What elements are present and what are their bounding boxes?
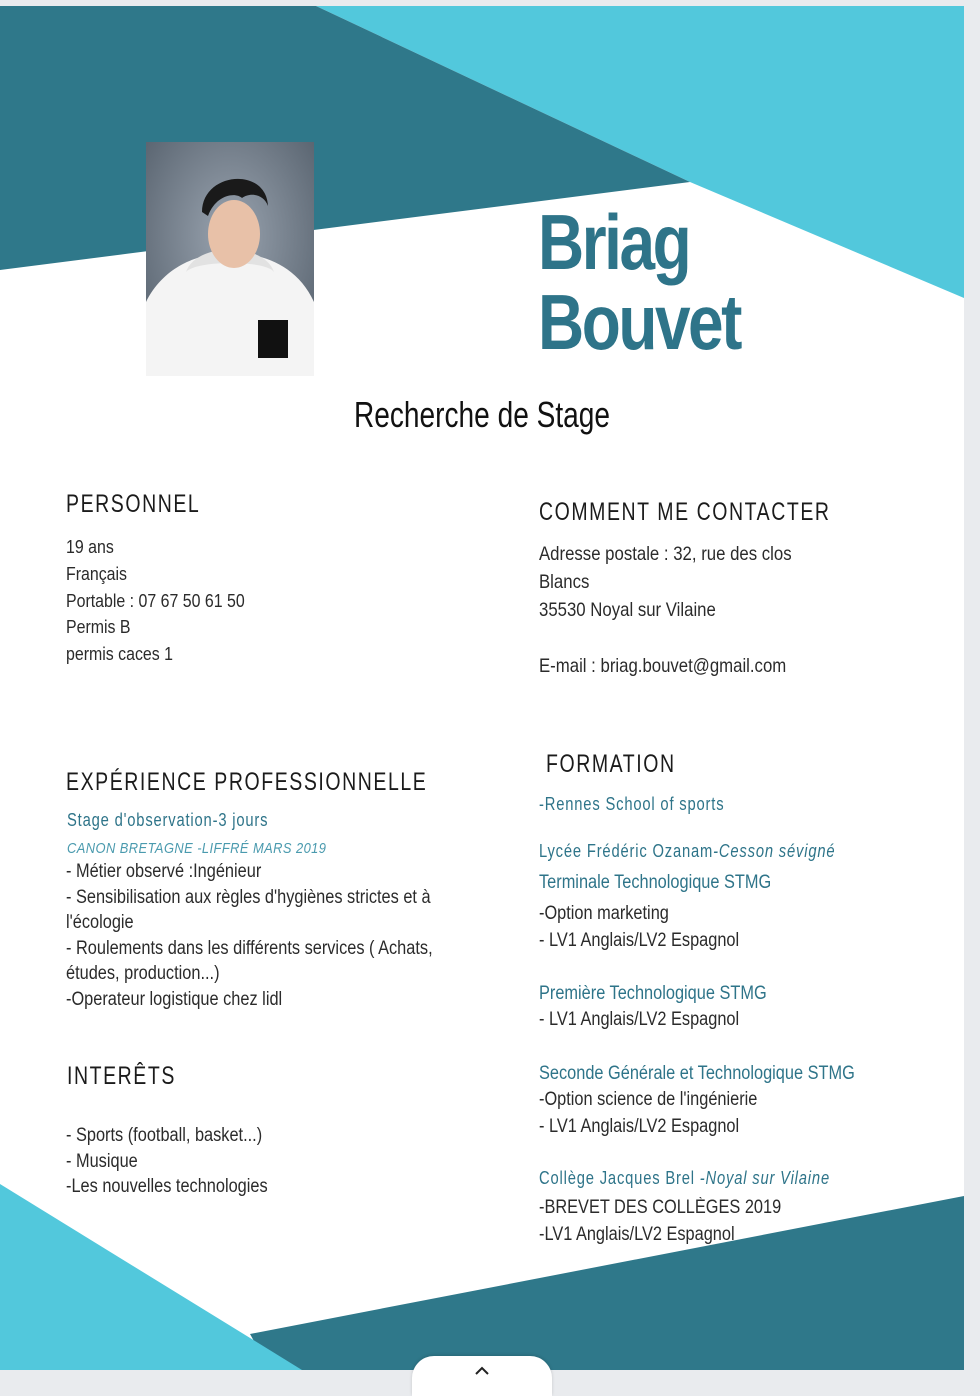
interets-list (66, 1123, 268, 1200)
terminale-title: Terminale Technologique STMG (539, 872, 772, 893)
personnel-line: permis caces 1 (66, 643, 173, 665)
last-name: Bouvet (538, 278, 741, 366)
personnel-line: 19 ans (66, 536, 114, 557)
premiere-line: - LV1 Anglais/LV2 Espagnol (539, 1009, 740, 1030)
experience-company: CANON BRETAGNE -LIFFRÉ MARS 2019 (67, 840, 327, 857)
contact-list (539, 540, 792, 680)
college-name: Collège Jacques Brel (539, 1168, 700, 1188)
experience-line: - Métier observé :Ingénieur (66, 861, 262, 882)
personnel-line: Français (66, 562, 128, 584)
personnel-list (66, 534, 245, 668)
terminale-line: - LV1 Anglais/LV2 Espagnol (539, 929, 740, 951)
experience-list (66, 859, 433, 1013)
personnel-heading: PERSONNEL (66, 490, 201, 518)
formation-college (539, 1168, 830, 1189)
seconde-line: - LV1 Anglais/LV2 Espagnol (539, 1115, 740, 1137)
formation-heading: FORMATION (546, 750, 676, 778)
interets-line: -Les nouvelles technologies (66, 1176, 268, 1198)
contact-line: Blancs (539, 571, 590, 593)
formation-rennes: -Rennes School of sports (539, 794, 725, 814)
interets-heading: INTERÊTS (67, 1062, 176, 1090)
experience-line: -Operateur logistique chez lidl (66, 988, 283, 1010)
experience-line: - Sensibilisation aux règles d'hygiènes strictes et à (66, 886, 431, 908)
lycee-city: -Cesson sévigné (713, 841, 836, 861)
college-list (539, 1194, 781, 1248)
contact-email: E-mail : briag.bouvet@gmail.com (539, 655, 787, 677)
premiere-title: Première Technologique STMG (539, 983, 767, 1004)
college-line: -LV1 Anglais/LV2 Espagnol (539, 1224, 735, 1245)
contact-line (539, 624, 792, 652)
premiere-list (539, 1007, 739, 1034)
contact-heading: COMMENT ME CONTACTER (539, 498, 831, 526)
college-city: -Noyal sur Vilaine (699, 1168, 830, 1188)
formation-lycee (539, 841, 835, 862)
seconde-list (539, 1087, 757, 1141)
terminale-line: -Option marketing (539, 903, 669, 924)
personnel-line: Portable : 07 67 50 61 50 (66, 589, 245, 611)
lycee-name: Lycée Frédéric Ozanam (539, 841, 714, 861)
seconde-title: Seconde Générale et Technologique STMG (539, 1063, 855, 1084)
college-line: -BREVET DES COLLÈGES 2019 (539, 1197, 782, 1218)
first-name: Briag (538, 198, 690, 286)
interets-line: - Sports (football, basket...) (66, 1125, 263, 1146)
resume-page (0, 6, 964, 1370)
interets-line: - Musique (66, 1150, 138, 1172)
profile-photo (146, 142, 314, 376)
subtitle: Recherche de Stage (353, 394, 611, 435)
scroll-up-tab[interactable] (412, 1356, 552, 1396)
experience-line: - Roulements dans les différents services ( Achats, (66, 937, 433, 959)
seconde-line: -Option science de l'ingénierie (539, 1089, 758, 1110)
terminale-list (539, 901, 739, 955)
experience-line: études, production...) (66, 963, 220, 985)
experience-title: Stage d'observation-3 jours (67, 810, 269, 830)
contact-line: Adresse postale : 32, rue des clos (539, 543, 792, 565)
contact-line: 35530 Noyal sur Vilaine (539, 599, 716, 621)
personnel-line: Permis B (66, 616, 131, 638)
experience-line: l'écologie (66, 912, 134, 934)
experience-heading: EXPÉRIENCE PROFESSIONNELLE (66, 768, 428, 796)
